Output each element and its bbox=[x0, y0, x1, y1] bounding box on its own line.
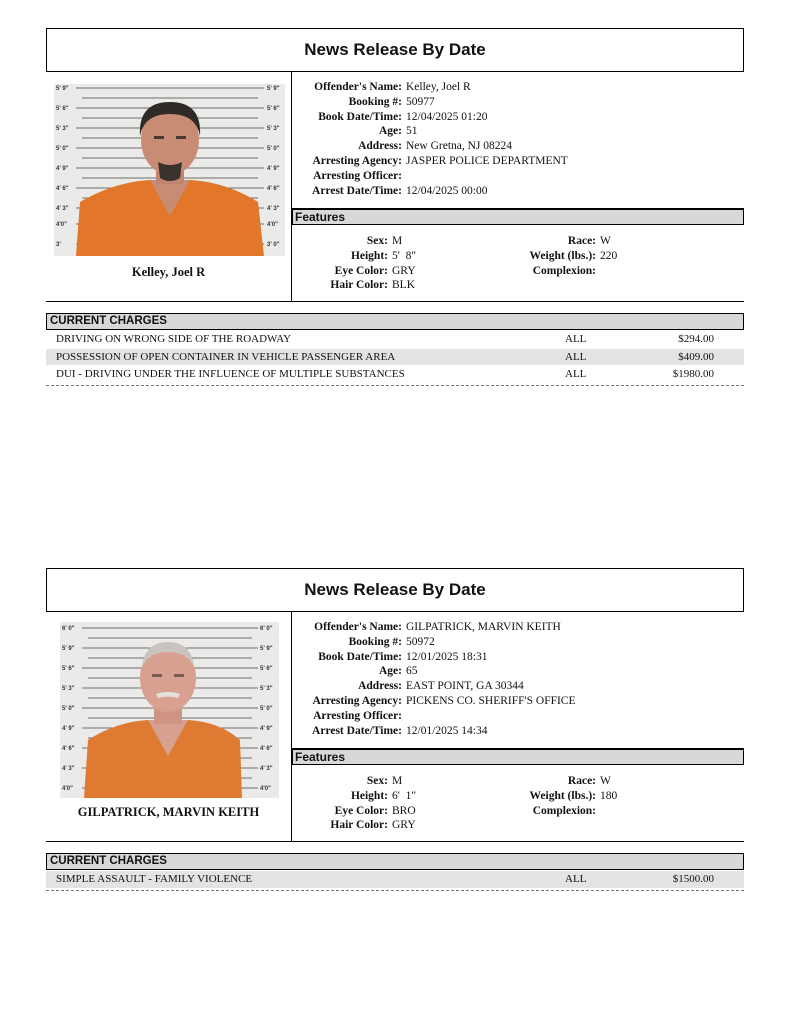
features-table bbox=[292, 234, 744, 293]
address-value: EAST POINT, GA 30344 bbox=[406, 680, 524, 693]
mugshot-photo bbox=[60, 622, 279, 798]
name-value: Kelley, Joel R bbox=[406, 81, 471, 93]
height-mark-right: 5' 6" bbox=[260, 666, 273, 672]
height-mark-right: 4' 6" bbox=[260, 746, 273, 752]
height-label: Height: bbox=[350, 249, 388, 262]
height-mark-left: 5' 3" bbox=[56, 126, 69, 132]
eye-color-label: Eye Color: bbox=[334, 804, 388, 817]
height-mark-left: 5' 6" bbox=[62, 666, 75, 672]
arrest-datetime-value: 12/04/2025 00:00 bbox=[406, 184, 488, 197]
height-mark-right: 4' 6" bbox=[267, 186, 280, 192]
age-value: 65 bbox=[406, 665, 418, 678]
sex-value: M bbox=[392, 775, 403, 787]
height-mark-left: 4'0" bbox=[62, 786, 73, 792]
hair-color-label: Hair Color: bbox=[330, 819, 388, 832]
height-mark-left: 5' 9" bbox=[62, 646, 75, 652]
height-mark-left: 5' 0" bbox=[62, 706, 75, 712]
release-header: News Release By Date bbox=[46, 568, 744, 612]
height-mark-right: 4' 3" bbox=[260, 766, 273, 772]
booking-label: Booking #: bbox=[348, 635, 402, 648]
arrest-datetime-label: Arrest Date/Time: bbox=[312, 724, 402, 737]
charge-row bbox=[46, 331, 744, 348]
age-label: Age: bbox=[379, 665, 402, 678]
news-release-2 bbox=[46, 568, 744, 891]
eye-color-value: GRY bbox=[392, 264, 416, 277]
booking-value: 50972 bbox=[406, 635, 435, 648]
height-mark-left: 4' 9" bbox=[56, 166, 69, 172]
charge-bond-type: ALL bbox=[565, 873, 587, 885]
charge-bond-amount: $294.00 bbox=[678, 333, 714, 345]
height-value: 5' 8" bbox=[392, 249, 417, 262]
address-value: New Gretna, NJ 08224 bbox=[406, 140, 513, 153]
race-value: W bbox=[600, 235, 611, 247]
photo-column bbox=[46, 612, 292, 841]
charge-description: DUI - DRIVING UNDER THE INFLUENCE OF MULTIPLE SUBSTANCES bbox=[56, 368, 405, 380]
name-label: Offender's Name: bbox=[314, 81, 402, 93]
eye-color-label: Eye Color: bbox=[334, 264, 388, 277]
sex-label: Sex: bbox=[366, 775, 388, 787]
charges-header: CURRENT CHARGES bbox=[46, 853, 744, 870]
agency-value: PICKENS CO. SHERIFF'S OFFICE bbox=[406, 694, 576, 707]
charges-header: CURRENT CHARGES bbox=[46, 313, 744, 330]
height-label: Height: bbox=[350, 789, 388, 802]
agency-label: Arresting Agency: bbox=[312, 694, 402, 707]
height-mark-left: 4' 3" bbox=[56, 206, 69, 212]
height-mark-left: 5' 0" bbox=[56, 146, 69, 152]
height-mark-left: 5' 6" bbox=[56, 106, 69, 112]
features-header: Features bbox=[292, 208, 744, 225]
height-mark-right: 4'0" bbox=[267, 222, 278, 228]
height-mark-left: 4' 6" bbox=[62, 746, 75, 752]
charge-bond-amount: $1500.00 bbox=[672, 873, 714, 885]
agency-value: JASPER POLICE DEPARTMENT bbox=[406, 154, 568, 167]
height-mark-right: 5' 9" bbox=[267, 86, 280, 92]
height-mark-right: 6' 0" bbox=[260, 626, 273, 632]
address-label: Address: bbox=[358, 680, 402, 693]
name-label: Offender's Name: bbox=[314, 621, 402, 633]
race-value: W bbox=[600, 775, 611, 787]
height-mark-right: 5' 0" bbox=[260, 706, 273, 712]
charge-bond-type: ALL bbox=[565, 333, 587, 345]
height-mark-right: 4'0" bbox=[260, 786, 271, 792]
height-mark-right: 5' 9" bbox=[260, 646, 273, 652]
news-release-1 bbox=[46, 28, 744, 386]
charge-bond-amount: $1980.00 bbox=[672, 368, 714, 380]
hair-color-value: BLK bbox=[392, 279, 415, 292]
race-label: Race: bbox=[567, 235, 596, 247]
photo-caption: Kelley, Joel R bbox=[131, 265, 206, 279]
weight-value: 180 bbox=[600, 789, 618, 802]
sex-value: M bbox=[392, 235, 403, 247]
release-body bbox=[46, 72, 744, 302]
height-mark-right: 4' 9" bbox=[260, 726, 273, 732]
book-datetime-value: 12/04/2025 01:20 bbox=[406, 110, 488, 123]
photo-column bbox=[46, 72, 292, 301]
sex-label: Sex: bbox=[366, 235, 388, 247]
weight-label: Weight (lbs.): bbox=[529, 789, 596, 802]
agency-label: Arresting Agency: bbox=[312, 154, 402, 167]
mugshot-photo bbox=[54, 84, 285, 256]
charge-bond-type: ALL bbox=[565, 368, 587, 380]
charge-row bbox=[46, 366, 744, 383]
release-header: News Release By Date bbox=[46, 28, 744, 72]
features-table bbox=[292, 774, 744, 833]
height-mark-right: 5' 0" bbox=[267, 146, 280, 152]
officer-label: Arresting Officer: bbox=[313, 709, 402, 722]
eye-color-value: BRO bbox=[392, 804, 416, 817]
offender-info bbox=[292, 620, 744, 738]
address-label: Address: bbox=[358, 140, 402, 153]
height-mark-right: 4' 3" bbox=[267, 206, 280, 212]
charge-description: SIMPLE ASSAULT - FAMILY VIOLENCE bbox=[56, 873, 253, 885]
height-mark-left: 4' 3" bbox=[62, 766, 75, 772]
release-body bbox=[46, 612, 744, 842]
height-mark-right: 5' 6" bbox=[267, 106, 280, 112]
age-value: 51 bbox=[406, 125, 418, 138]
charge-row bbox=[46, 349, 744, 366]
charge-bond-type: ALL bbox=[565, 350, 587, 363]
offender-info bbox=[292, 80, 744, 198]
dashed-divider bbox=[46, 385, 744, 386]
height-mark-left: 4' 9" bbox=[62, 726, 75, 732]
height-mark-right: 3' 0" bbox=[267, 242, 280, 248]
weight-value: 220 bbox=[600, 249, 618, 262]
height-mark-left: 4'0" bbox=[56, 222, 67, 228]
officer-label: Arresting Officer: bbox=[313, 169, 402, 182]
booking-label: Booking #: bbox=[348, 95, 402, 108]
arrest-datetime-value: 12/01/2025 14:34 bbox=[406, 724, 488, 737]
hair-color-label: Hair Color: bbox=[330, 279, 388, 292]
features-header: Features bbox=[292, 748, 744, 765]
charge-bond-amount: $409.00 bbox=[678, 350, 714, 363]
height-mark-left: 6' 0" bbox=[62, 626, 75, 632]
dashed-divider bbox=[46, 890, 744, 891]
hair-color-value: GRY bbox=[392, 819, 416, 832]
book-datetime-label: Book Date/Time: bbox=[318, 650, 402, 663]
charge-row bbox=[46, 871, 744, 888]
complexion-label: Complexion: bbox=[532, 804, 596, 817]
charge-description: POSSESSION OF OPEN CONTAINER IN VEHICLE PASSENGER AREA bbox=[56, 350, 396, 363]
height-mark-right: 5' 3" bbox=[260, 686, 273, 692]
age-label: Age: bbox=[379, 125, 402, 138]
photo-caption: GILPATRICK, MARVIN KEITH bbox=[77, 805, 260, 819]
height-mark-left: 5' 3" bbox=[62, 686, 75, 692]
height-mark-right: 5' 3" bbox=[267, 126, 280, 132]
weight-label: Weight (lbs.): bbox=[529, 249, 596, 262]
charge-description: DRIVING ON WRONG SIDE OF THE ROADWAY bbox=[56, 333, 292, 345]
booking-value: 50977 bbox=[406, 95, 435, 108]
height-value: 6' 1" bbox=[392, 789, 417, 802]
race-label: Race: bbox=[567, 775, 596, 787]
book-datetime-label: Book Date/Time: bbox=[318, 110, 402, 123]
height-mark-left: 4' 6" bbox=[56, 186, 69, 192]
complexion-label: Complexion: bbox=[532, 264, 596, 277]
height-mark-right: 4' 9" bbox=[267, 166, 280, 172]
book-datetime-value: 12/01/2025 18:31 bbox=[406, 650, 488, 663]
height-mark-left: 3' bbox=[56, 242, 61, 248]
arrest-datetime-label: Arrest Date/Time: bbox=[312, 184, 402, 197]
name-value: GILPATRICK, MARVIN KEITH bbox=[406, 621, 561, 633]
height-mark-left: 5' 9" bbox=[56, 86, 69, 92]
